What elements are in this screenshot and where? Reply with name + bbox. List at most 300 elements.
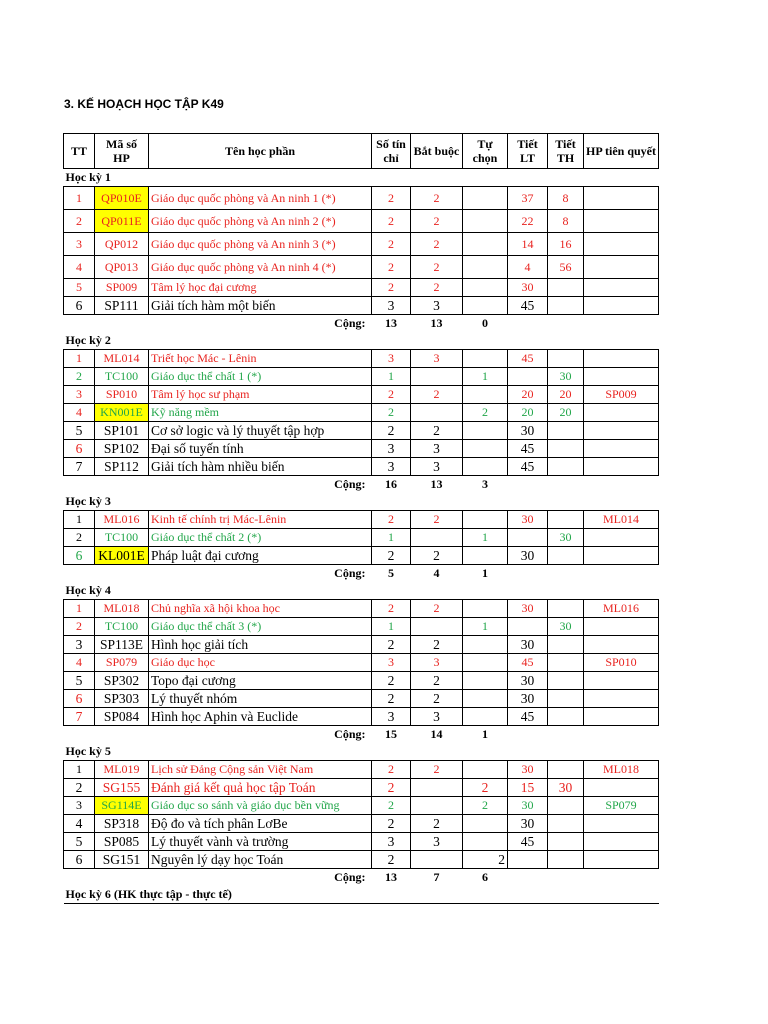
- total-label: Cộng:: [334, 477, 366, 491]
- semester-heading: [64, 743, 659, 761]
- cell-code: QP012: [95, 233, 149, 256]
- cell-theory-hours: 15: [508, 779, 548, 797]
- cell-credits: 2: [372, 256, 411, 279]
- cell-theory-hours: 30: [508, 672, 548, 690]
- cell-practice-hours: [548, 672, 584, 690]
- cell-code: SP101: [95, 422, 149, 440]
- cell-required: 3: [411, 654, 463, 672]
- cell-practice-hours: [548, 297, 584, 315]
- cell-elective: [463, 386, 508, 404]
- semester-label: Học kỳ 2: [65, 333, 111, 347]
- cell-name: Chủ nghĩa xã hội khoa học: [149, 600, 372, 618]
- cell-tt: 6: [64, 547, 95, 565]
- cell-required: 3: [411, 833, 463, 851]
- cell-credits: 2: [372, 511, 411, 529]
- cell-required: 2: [411, 422, 463, 440]
- cell-required: 3: [411, 458, 463, 476]
- table-row: [64, 350, 659, 368]
- header-hptq: HP tiên quyết: [584, 134, 659, 169]
- cell-credits: 3: [372, 458, 411, 476]
- table-row: [64, 404, 659, 422]
- cell-practice-hours: 30: [548, 618, 584, 636]
- cell-elective: 1: [463, 368, 508, 386]
- cell-tt: 1: [64, 761, 95, 779]
- cell-theory-hours: [508, 368, 548, 386]
- cell-name: Tâm lý học sư phạm: [149, 386, 372, 404]
- cell-code: ML018: [95, 600, 149, 618]
- total-elective: 0: [482, 316, 488, 330]
- table-row: [64, 279, 659, 297]
- cell-practice-hours: [548, 440, 584, 458]
- cell-prerequisite: [584, 368, 659, 386]
- table-row: [64, 233, 659, 256]
- cell-name: Cơ sở logic và lý thuyết tập hợp: [149, 422, 372, 440]
- cell-prerequisite: [584, 815, 659, 833]
- cell-prerequisite: [584, 440, 659, 458]
- cell-name: Hình học Aphin và Euclide: [149, 708, 372, 726]
- cell-code: SP111: [95, 297, 149, 315]
- cell-tt: 1: [64, 511, 95, 529]
- cell-theory-hours: 45: [508, 708, 548, 726]
- cell-theory-hours: 30: [508, 422, 548, 440]
- cell-theory-hours: 45: [508, 440, 548, 458]
- semester-heading: [64, 169, 659, 187]
- table-row: [64, 833, 659, 851]
- cell-practice-hours: [548, 815, 584, 833]
- cell-required: 2: [411, 256, 463, 279]
- cell-name: Lịch sử Đảng Cộng sản Việt Nam: [149, 761, 372, 779]
- cell-required: 2: [411, 600, 463, 618]
- cell-practice-hours: 8: [548, 187, 584, 210]
- cell-code: SP303: [95, 690, 149, 708]
- cell-elective: [463, 511, 508, 529]
- cell-prerequisite: [584, 672, 659, 690]
- cell-elective: [463, 210, 508, 233]
- cell-practice-hours: 30: [548, 779, 584, 797]
- cell-elective: [463, 815, 508, 833]
- table-row: [64, 511, 659, 529]
- table-row: [64, 256, 659, 279]
- cell-tt: 7: [64, 458, 95, 476]
- cell-prerequisite: [584, 458, 659, 476]
- cell-tt: 3: [64, 797, 95, 815]
- cell-practice-hours: [548, 279, 584, 297]
- total-row: [64, 315, 659, 333]
- cell-prerequisite: [584, 404, 659, 422]
- cell-name: Đại số tuyến tính: [149, 440, 372, 458]
- cell-required: 2: [411, 672, 463, 690]
- cell-elective: 1: [463, 529, 508, 547]
- cell-code: SP079: [95, 654, 149, 672]
- cell-credits: 2: [372, 690, 411, 708]
- cell-code: ML014: [95, 350, 149, 368]
- table-row: [64, 636, 659, 654]
- cell-theory-hours: 20: [508, 386, 548, 404]
- cell-code: SG155: [95, 779, 149, 797]
- cell-prerequisite: [584, 547, 659, 565]
- cell-tt: 4: [64, 256, 95, 279]
- table-row: [64, 386, 659, 404]
- cell-prerequisite: [584, 233, 659, 256]
- cell-credits: 2: [372, 547, 411, 565]
- cell-code: QP011E: [95, 210, 149, 233]
- table-row: [64, 529, 659, 547]
- total-row: [64, 565, 659, 583]
- cell-credits: 2: [372, 422, 411, 440]
- header-sotin: Số tín chỉ: [372, 134, 411, 169]
- cell-prerequisite: [584, 256, 659, 279]
- cell-name: Giáo dục quốc phòng và An ninh 2 (*): [149, 210, 372, 233]
- cell-credits: 3: [372, 440, 411, 458]
- cell-elective: [463, 187, 508, 210]
- cell-theory-hours: 37: [508, 187, 548, 210]
- cell-elective: [463, 233, 508, 256]
- cell-practice-hours: [548, 636, 584, 654]
- cell-required: [411, 404, 463, 422]
- cell-prerequisite: SP009: [584, 386, 659, 404]
- total-elective: 3: [482, 477, 488, 491]
- table-row: [64, 761, 659, 779]
- table-row: [64, 779, 659, 797]
- table-header-row: [64, 134, 659, 169]
- cell-elective: 2: [463, 851, 508, 869]
- cell-prerequisite: ML016: [584, 600, 659, 618]
- cell-prerequisite: SP010: [584, 654, 659, 672]
- cell-practice-hours: 20: [548, 404, 584, 422]
- cell-name: Giáo dục quốc phòng và An ninh 1 (*): [149, 187, 372, 210]
- cell-theory-hours: 30: [508, 815, 548, 833]
- cell-practice-hours: 8: [548, 210, 584, 233]
- cell-practice-hours: [548, 511, 584, 529]
- total-label: Cộng:: [334, 870, 366, 884]
- cell-name: Giáo dục thể chất 2 (*): [149, 529, 372, 547]
- cell-elective: 2: [463, 779, 508, 797]
- cell-prerequisite: [584, 297, 659, 315]
- cell-credits: 3: [372, 833, 411, 851]
- table-row: [64, 618, 659, 636]
- table-row: [64, 708, 659, 726]
- cell-practice-hours: [548, 600, 584, 618]
- cell-credits: 2: [372, 233, 411, 256]
- total-elective: 1: [482, 566, 488, 580]
- total-elective: 1: [482, 727, 488, 741]
- semester-label: Học kỳ 3: [65, 494, 111, 508]
- semester-label: Học kỳ 6 (HK thực tập - thực tế): [64, 886, 659, 904]
- cell-required: 2: [411, 511, 463, 529]
- cell-name: Giáo dục thể chất 1 (*): [149, 368, 372, 386]
- cell-prerequisite: [584, 210, 659, 233]
- table-row: [64, 851, 659, 869]
- cell-name: Giải tích hàm một biến: [149, 297, 372, 315]
- cell-elective: [463, 440, 508, 458]
- cell-theory-hours: 45: [508, 833, 548, 851]
- cell-credits: 2: [372, 797, 411, 815]
- cell-credits: 3: [372, 350, 411, 368]
- semester-label: Học kỳ 1: [65, 170, 111, 184]
- total-label: Cộng:: [334, 727, 366, 741]
- total-required: 13: [430, 316, 443, 330]
- cell-prerequisite: [584, 279, 659, 297]
- cell-credits: 2: [372, 761, 411, 779]
- cell-code: KN001E: [95, 404, 149, 422]
- cell-theory-hours: 45: [508, 654, 548, 672]
- cell-code: TC100: [95, 529, 149, 547]
- cell-required: 2: [411, 233, 463, 256]
- cell-tt: 3: [64, 636, 95, 654]
- cell-name: Giáo dục thể chất 3 (*): [149, 618, 372, 636]
- cell-credits: 2: [372, 386, 411, 404]
- total-credits: 5: [388, 566, 394, 580]
- cell-name: Giáo dục quốc phòng và An ninh 3 (*): [149, 233, 372, 256]
- cell-elective: [463, 350, 508, 368]
- cell-theory-hours: 45: [508, 297, 548, 315]
- cell-credits: 1: [372, 368, 411, 386]
- cell-tt: 4: [64, 404, 95, 422]
- cell-elective: [463, 297, 508, 315]
- cell-elective: [463, 422, 508, 440]
- cell-credits: 2: [372, 187, 411, 210]
- table-row: [64, 458, 659, 476]
- cell-tt: 2: [64, 210, 95, 233]
- cell-code: TC100: [95, 618, 149, 636]
- header-tietlt: Tiết LT: [508, 134, 548, 169]
- cell-tt: 5: [64, 279, 95, 297]
- cell-name: Lý thuyết nhóm: [149, 690, 372, 708]
- cell-required: [411, 851, 463, 869]
- table-row: [64, 440, 659, 458]
- cell-required: 2: [411, 815, 463, 833]
- cell-credits: 2: [372, 404, 411, 422]
- cell-code: ML019: [95, 761, 149, 779]
- header-batbuoc: Bắt buộc: [411, 134, 463, 169]
- cell-required: 3: [411, 708, 463, 726]
- table-row: [64, 815, 659, 833]
- cell-theory-hours: 14: [508, 233, 548, 256]
- cell-tt: 4: [64, 815, 95, 833]
- cell-credits: 2: [372, 851, 411, 869]
- cell-name: Đánh giá kết quả học tập Toán: [149, 779, 372, 797]
- cell-elective: 1: [463, 618, 508, 636]
- cell-code: KL001E: [95, 547, 149, 565]
- cell-code: SP010: [95, 386, 149, 404]
- semester-heading: [64, 332, 659, 350]
- table-row: [64, 187, 659, 210]
- cell-required: [411, 368, 463, 386]
- cell-code: SP084: [95, 708, 149, 726]
- cell-tt: 2: [64, 529, 95, 547]
- cell-elective: [463, 600, 508, 618]
- cell-theory-hours: 30: [508, 636, 548, 654]
- cell-credits: 2: [372, 210, 411, 233]
- table-row: [64, 547, 659, 565]
- cell-practice-hours: [548, 654, 584, 672]
- cell-name: Giải tích hàm nhiều biến: [149, 458, 372, 476]
- total-label: Cộng:: [334, 566, 366, 580]
- cell-theory-hours: 20: [508, 404, 548, 422]
- cell-theory-hours: 4: [508, 256, 548, 279]
- total-elective: 6: [482, 870, 488, 884]
- cell-required: 3: [411, 297, 463, 315]
- cell-tt: 1: [64, 600, 95, 618]
- cell-theory-hours: 22: [508, 210, 548, 233]
- semester-heading: [64, 582, 659, 600]
- cell-prerequisite: SP079: [584, 797, 659, 815]
- page-title: 3. KẾ HOẠCH HỌC TẬP K49: [64, 97, 224, 111]
- cell-code: SP009: [95, 279, 149, 297]
- cell-prerequisite: [584, 187, 659, 210]
- cell-tt: 1: [64, 350, 95, 368]
- cell-prerequisite: [584, 636, 659, 654]
- table-row: [64, 600, 659, 618]
- cell-credits: 3: [372, 654, 411, 672]
- header-tietth: Tiết TH: [548, 134, 584, 169]
- cell-tt: 6: [64, 440, 95, 458]
- cell-credits: 2: [372, 672, 411, 690]
- cell-required: 2: [411, 210, 463, 233]
- cell-practice-hours: [548, 350, 584, 368]
- cell-tt: 7: [64, 708, 95, 726]
- table-row: [64, 422, 659, 440]
- cell-elective: 2: [463, 404, 508, 422]
- total-credits: 16: [385, 477, 397, 491]
- semester-label: Học kỳ 4: [65, 583, 111, 597]
- cell-practice-hours: 30: [548, 368, 584, 386]
- cell-practice-hours: [548, 833, 584, 851]
- cell-practice-hours: [548, 797, 584, 815]
- cell-theory-hours: 30: [508, 511, 548, 529]
- cell-practice-hours: [548, 690, 584, 708]
- cell-tt: 6: [64, 851, 95, 869]
- semester-heading: [64, 493, 659, 511]
- header-ten: Tên học phần: [149, 134, 372, 169]
- cell-prerequisite: [584, 779, 659, 797]
- cell-credits: 2: [372, 779, 411, 797]
- cell-prerequisite: [584, 708, 659, 726]
- cell-name: Giáo dục học: [149, 654, 372, 672]
- cell-name: Triết học Mác - Lênin: [149, 350, 372, 368]
- cell-credits: 2: [372, 815, 411, 833]
- cell-prerequisite: [584, 690, 659, 708]
- cell-prerequisite: [584, 529, 659, 547]
- cell-required: [411, 618, 463, 636]
- cell-tt: 2: [64, 368, 95, 386]
- cell-required: 2: [411, 187, 463, 210]
- total-label: Cộng:: [334, 316, 366, 330]
- cell-theory-hours: 30: [508, 797, 548, 815]
- cell-theory-hours: 45: [508, 350, 548, 368]
- cell-theory-hours: [508, 529, 548, 547]
- cell-code: SP113E: [95, 636, 149, 654]
- total-spacer: [508, 869, 659, 887]
- total-row: [64, 476, 659, 494]
- table-row: [64, 654, 659, 672]
- cell-elective: [463, 833, 508, 851]
- cell-credits: 1: [372, 618, 411, 636]
- total-required: 14: [430, 727, 443, 741]
- cell-practice-hours: [548, 547, 584, 565]
- cell-elective: [463, 256, 508, 279]
- semester-heading: [64, 886, 659, 904]
- cell-code: SP085: [95, 833, 149, 851]
- header-tt: TT: [64, 134, 95, 169]
- table-row: [64, 690, 659, 708]
- cell-name: Hình học giải tích: [149, 636, 372, 654]
- table-row: [64, 797, 659, 815]
- cell-prerequisite: [584, 422, 659, 440]
- total-required: 13: [430, 477, 443, 491]
- cell-practice-hours: 16: [548, 233, 584, 256]
- total-spacer: [508, 726, 659, 744]
- cell-code: QP013: [95, 256, 149, 279]
- cell-code: SG151: [95, 851, 149, 869]
- cell-code: SP302: [95, 672, 149, 690]
- cell-required: 2: [411, 690, 463, 708]
- cell-tt: 5: [64, 833, 95, 851]
- cell-name: Giáo dục quốc phòng và An ninh 4 (*): [149, 256, 372, 279]
- cell-credits: 3: [372, 708, 411, 726]
- cell-theory-hours: 30: [508, 600, 548, 618]
- cell-name: Giáo dục so sánh và giáo dục bền vững: [149, 797, 372, 815]
- cell-theory-hours: 30: [508, 761, 548, 779]
- cell-required: 2: [411, 761, 463, 779]
- table-body: [64, 134, 659, 904]
- total-required: 4: [433, 566, 440, 580]
- cell-theory-hours: 30: [508, 547, 548, 565]
- cell-elective: [463, 690, 508, 708]
- cell-practice-hours: [548, 761, 584, 779]
- cell-prerequisite: [584, 350, 659, 368]
- study-plan-table-wrap: [63, 133, 658, 904]
- cell-required: 2: [411, 636, 463, 654]
- cell-credits: 2: [372, 600, 411, 618]
- cell-tt: 1: [64, 187, 95, 210]
- cell-code: SP102: [95, 440, 149, 458]
- cell-prerequisite: [584, 833, 659, 851]
- cell-code: QP010E: [95, 187, 149, 210]
- cell-code: SP112: [95, 458, 149, 476]
- semester-label: Học kỳ 5: [65, 744, 111, 758]
- cell-required: [411, 797, 463, 815]
- cell-required: [411, 779, 463, 797]
- cell-practice-hours: 20: [548, 386, 584, 404]
- cell-name: Nguyên lý dạy học Toán: [149, 851, 372, 869]
- total-credits: 15: [385, 727, 397, 741]
- cell-required: [411, 529, 463, 547]
- cell-tt: 2: [64, 618, 95, 636]
- cell-name: Độ đo và tích phân LơBe: [149, 815, 372, 833]
- cell-tt: 6: [64, 690, 95, 708]
- cell-elective: [463, 654, 508, 672]
- total-required: 7: [433, 870, 440, 884]
- total-spacer: [508, 315, 659, 333]
- cell-elective: [463, 761, 508, 779]
- cell-practice-hours: 56: [548, 256, 584, 279]
- cell-code: SG114E: [95, 797, 149, 815]
- cell-code: TC100: [95, 368, 149, 386]
- cell-theory-hours: 45: [508, 458, 548, 476]
- cell-practice-hours: [548, 708, 584, 726]
- total-spacer: [508, 476, 659, 494]
- cell-practice-hours: [548, 851, 584, 869]
- cell-credits: 3: [372, 297, 411, 315]
- cell-tt: 2: [64, 779, 95, 797]
- cell-name: Tâm lý học đại cương: [149, 279, 372, 297]
- cell-tt: 6: [64, 297, 95, 315]
- cell-tt: 5: [64, 672, 95, 690]
- cell-name: Topo đại cương: [149, 672, 372, 690]
- table-row: [64, 210, 659, 233]
- table-row: [64, 672, 659, 690]
